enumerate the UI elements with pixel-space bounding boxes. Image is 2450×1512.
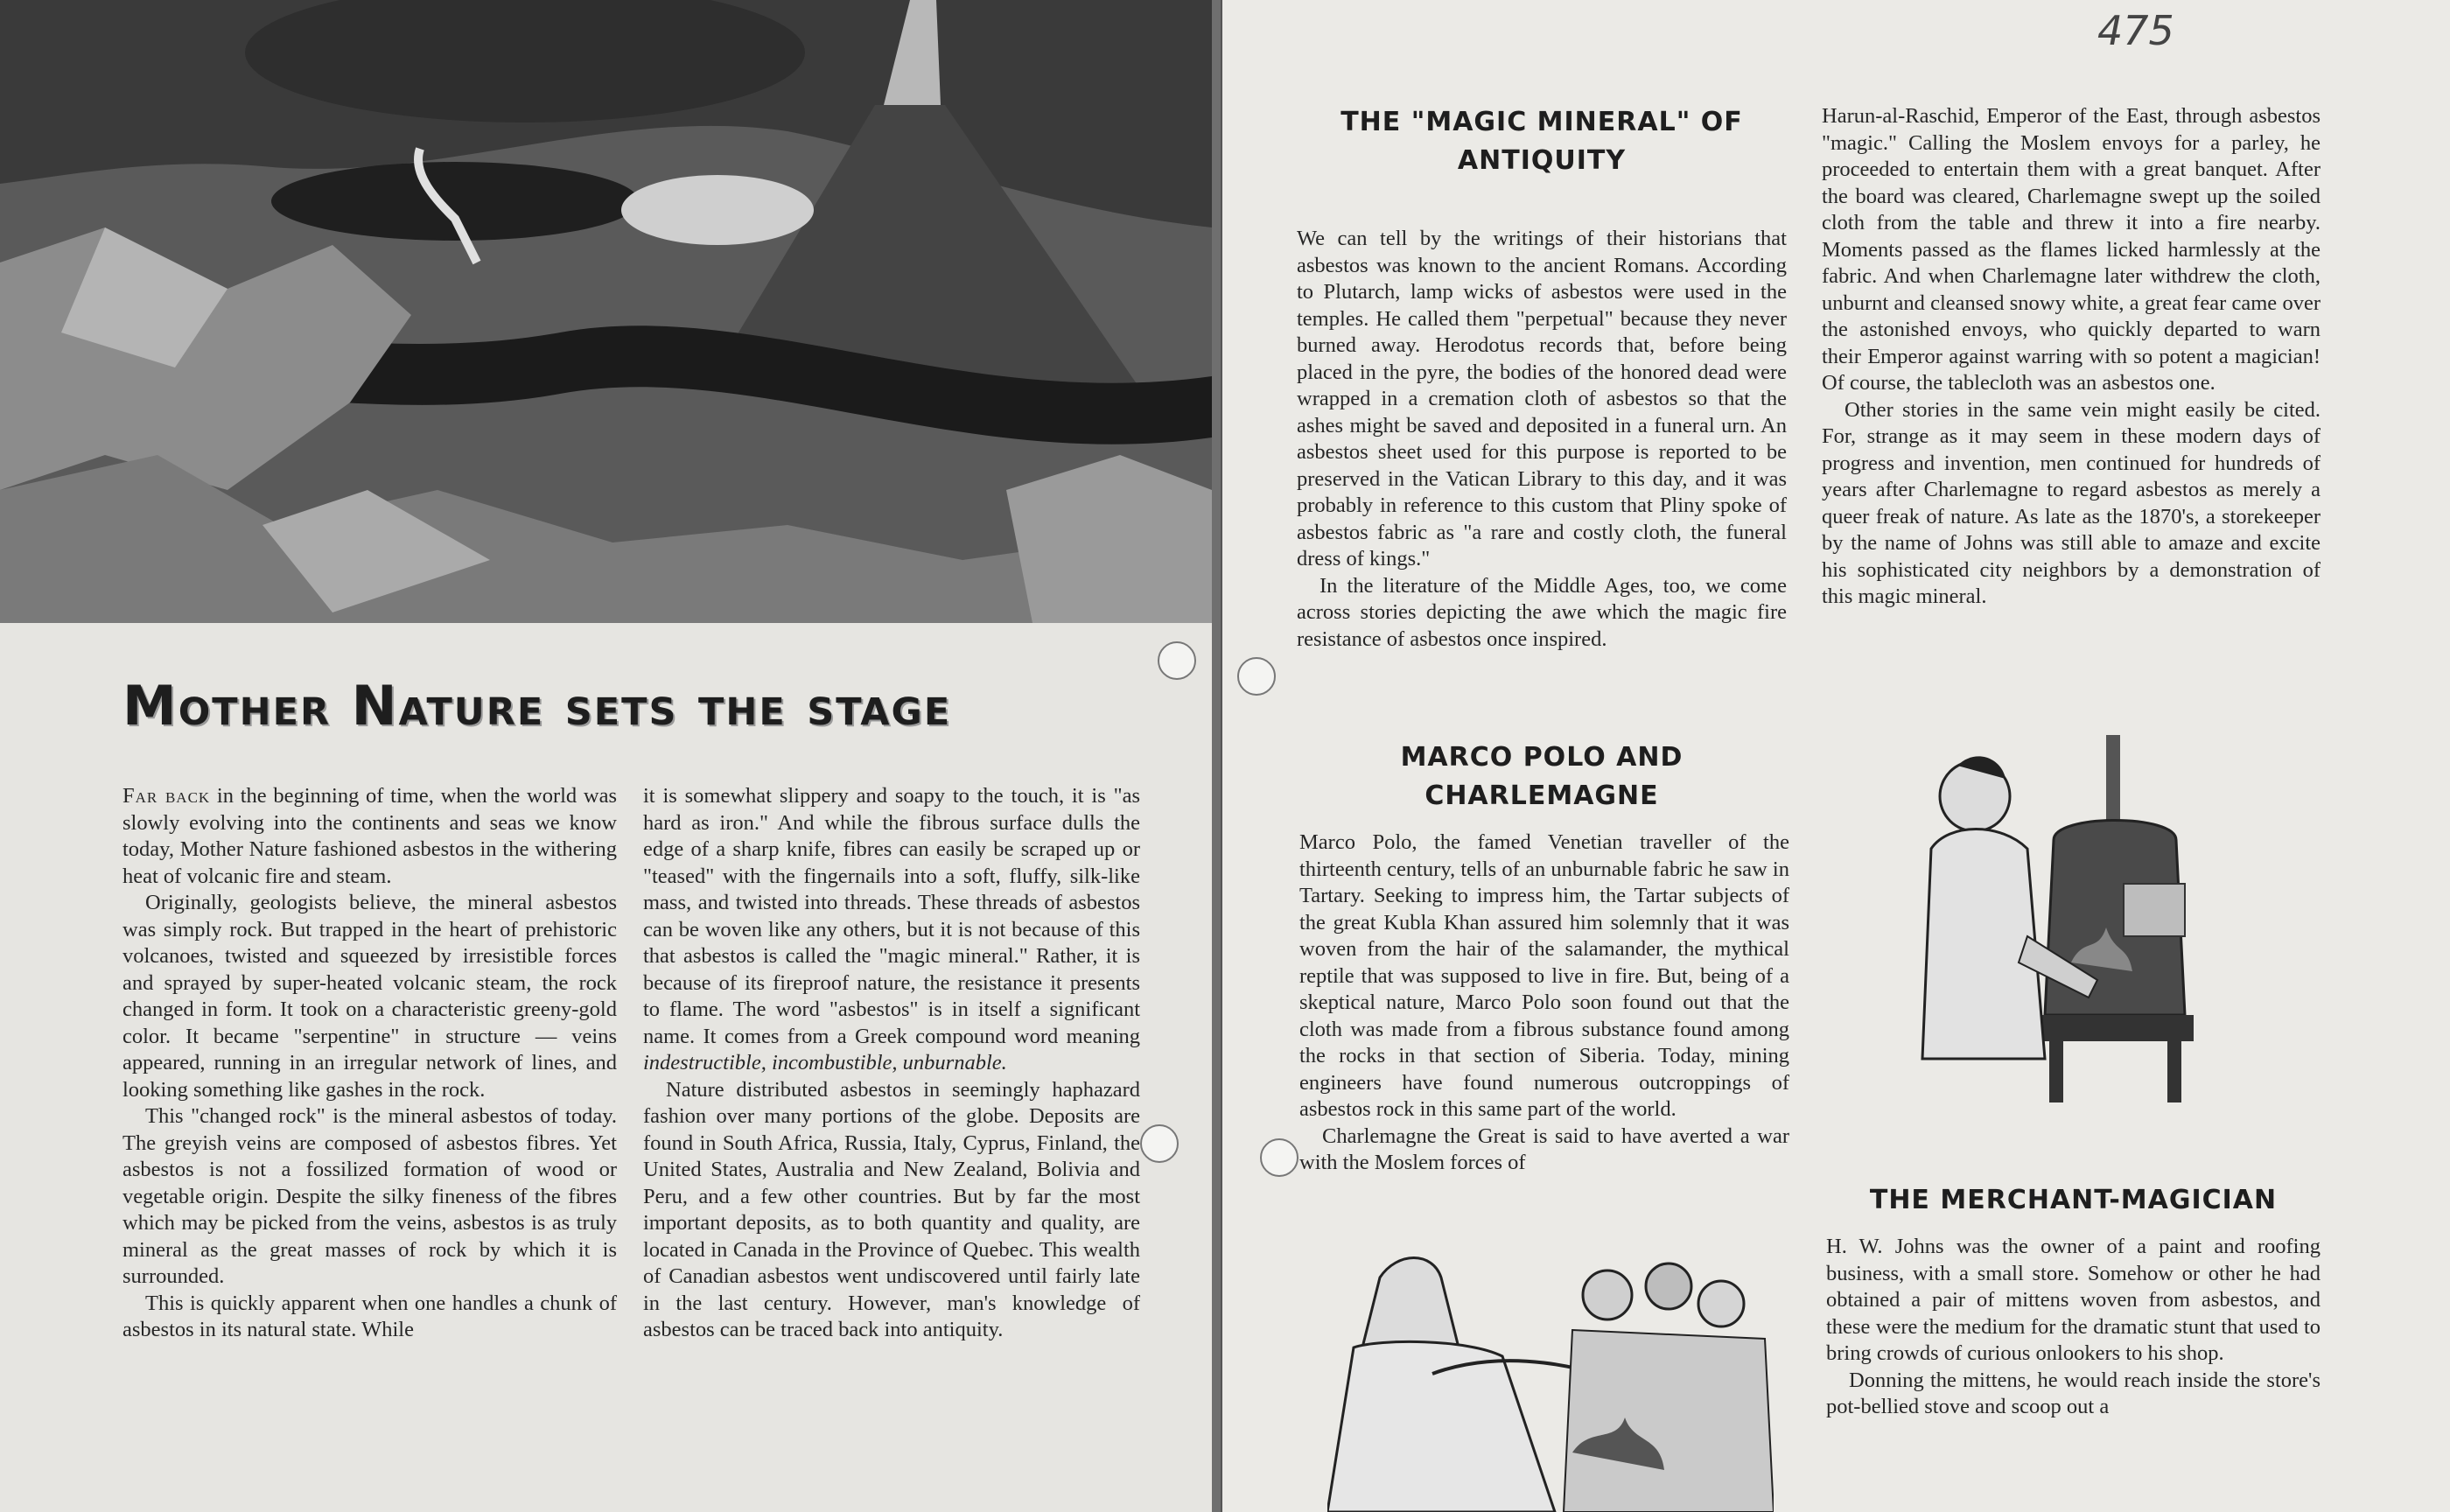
paragraph: Other stories in the same vein might easily be cited. For, strange as it may seem in these modern days of progress and invention, men continued for hundreds of years after Charlemagne to regard asbestos as merely a queer freak of nature. As late as the 1870's, a storekeeper by the name of Johns was still able to amaze and excite his sophisticated city neighbors by a demonstration of this magic mineral.: [1822, 397, 2320, 608]
binder-hole-icon: [1138, 1122, 1181, 1166]
paragraph: In the literature of the Middle Ages, too, we come across stories depicting the awe which the magic fire resistance of asbestos once inspired.: [1297, 573, 1787, 651]
right-column-2-bottom: [1826, 1234, 2320, 1421]
lead-in: Far back: [122, 784, 211, 808]
merchant-stove-illustration: [1896, 726, 2264, 1164]
left-column-1: [122, 783, 617, 1344]
right-page: [1221, 0, 2450, 1512]
paragraph-text: it is somewhat slippery and soapy to the touch, it is "as hard as iron." And while the fibrous surface dulls the edge of a sharp knife, fibres can easily be scraped up or "teased" with the fingernails into a soft, fluffy, silk-like mass, and twisted into threads. These threads of asbestos can be woven like any others, but it is not because of this that asbestos is called the "magic mineral." Rather, it is because of its fireproof nature, the resistance it presents to flame. The word "asbestos" is in itself a significant name. It comes from a Greek compound word meaning: [643, 784, 1140, 1048]
paragraph: Nature distributed asbestos in seemingly haphazard fashion over many portions of the globe. Deposits are found in South Africa, Russia, Italy, Cyprus, Finland, the United States, Australia and New Zealand, Bolivia and Peru, and a few other countries. But by far the most important deposits, as to both quantity and quality, are located in Canada in the Province of Quebec. This wealth of Canadian asbestos went undiscovered until fairly late in the last century. However, man's knowledge of asbestos can be traced back into antiquity.: [643, 1077, 1140, 1341]
paragraph: This "changed rock" is the mineral asbestos of today. The greyish veins are composed of asbestos fibres. Yet asbestos is not a fossilized formation of wood or vegetable origin. Despite the silky fineness of the fibres which may be picked from the veins, asbestos is as truly mineral as the great masses of rock by which it is surrounded.: [122, 1104, 617, 1288]
italic-phrase: indestructible, incombustible, unburnable.: [643, 1051, 1007, 1074]
binder-hole-icon: [1235, 654, 1278, 698]
paragraph: This is quickly apparent when one handles a chunk of asbestos in its natural state. While: [122, 1291, 617, 1341]
binder-hole-icon: [1257, 1136, 1301, 1180]
paragraph: H. W. Johns was the owner of a paint and roofing business, with a small store. Somehow or other he had obtained a pair of mittens woven from asbestos, and these were the medium for the dramatic stunt that used to bring crowds of curious onlookers to his shop.: [1826, 1235, 2320, 1365]
volcano-illustration: [0, 0, 1212, 623]
right-column-1-bottom: [1299, 830, 1789, 1177]
left-page: [0, 0, 1212, 1512]
right-column-1-top: [1297, 226, 1787, 653]
section-heading-merchant-magician: THE MERCHANT-MAGICIAN: [1869, 1185, 2278, 1215]
paragraph: Charlemagne the Great is said to have averted a war with the Moslem forces of: [1299, 1124, 1789, 1174]
paragraph: Originally, geologists believe, the mineral asbestos was simply rock. But trapped in the heart of prehistoric volcanoes, twisted and squeezed by irresistible forces and sprayed by super-heated volcanic steam, the rock changed in form. It took on a characteristic greeny-gold color. It became "serpentine" in structure — veins appeared, running in an irregular network of lines, and looking something like gashes in the rock.: [122, 891, 617, 1102]
paragraph: Donning the mittens, he would reach inside the store's pot-bellied stove and scoop out a: [1826, 1368, 2320, 1418]
paragraph: Marco Polo, the famed Venetian traveller of the thirteenth century, tells of an unburnable fabric he saw in Tartary. Seeking to impress him, the Tartar subjects of the great Kubla Khan assured him solemnly that it was woven from the hair of the salamander, the mythical reptile that was supposed to live in fire. But, being of a skeptical nature, Marco Polo soon found out that the cloth was made from a fibrous substance found among the rocks in that section of Siberia. Today, mining engineers have found numerous outcroppings of asbestos rock in this same part of the world.: [1299, 830, 1789, 1121]
page-number: 475: [2097, 7, 2174, 54]
charlemagne-envoys-illustration: [1327, 1242, 1774, 1512]
paragraph: [122, 783, 617, 890]
headline: Mother Nature sets the stage: [122, 674, 952, 738]
section-heading-marco-polo: MARCO POLO AND CHARLEMAGNE: [1400, 742, 1684, 811]
paragraph-text: in the beginning of time, when the world was slowly evolving into the continents and seas we know today, Mother Nature fashioned asbestos in the withering heat of volcanic fire and steam.: [122, 784, 617, 888]
left-column-2: [643, 783, 1140, 1344]
binder-hole-icon: [1155, 639, 1199, 682]
section-heading-magic-mineral: THE "MAGIC MINERAL" OF ANTIQUITY: [1340, 107, 1743, 176]
paragraph: We can tell by the writings of their historians that asbestos was known to the ancient Romans. According to Plutarch, lamp wicks of asbestos were used in the temples. He called them "perpetual" because they never burned away. Herodotus records that, before being placed in the pyre, the bodies of the honored dead were wrapped in a cremation cloth of asbestos so that the ashes might be saved and deposited in a funeral urn. An asbestos sheet used for this purpose is reported to be preserved in the Vatican Library to this day, and it was probably in reference to this custom that Pliny spoke of asbestos fabric as "a rare and costly cloth, the funeral dress of kings.": [1297, 227, 1787, 570]
paragraph: [643, 783, 1140, 1077]
paragraph: Harun-al-Raschid, Emperor of the East, through asbestos "magic." Calling the Moslem envoys for a parley, he proceeded to entertain them with a great banquet. After the board was cleared, Charlemagne swept up the soiled cloth from the table and threw it into a fire nearby. Moments passed as the flames licked harmlessly at the fabric. And when Charlemagne later withdrew the cloth, unburnt and cleansed snowy white, a great fear came over the astonished envoys, who quickly departed to warn their Emperor against warring with so potent a magician! Of course, the tablecloth was an asbestos one.: [1822, 104, 2320, 395]
right-column-2-top: [1822, 103, 2320, 611]
